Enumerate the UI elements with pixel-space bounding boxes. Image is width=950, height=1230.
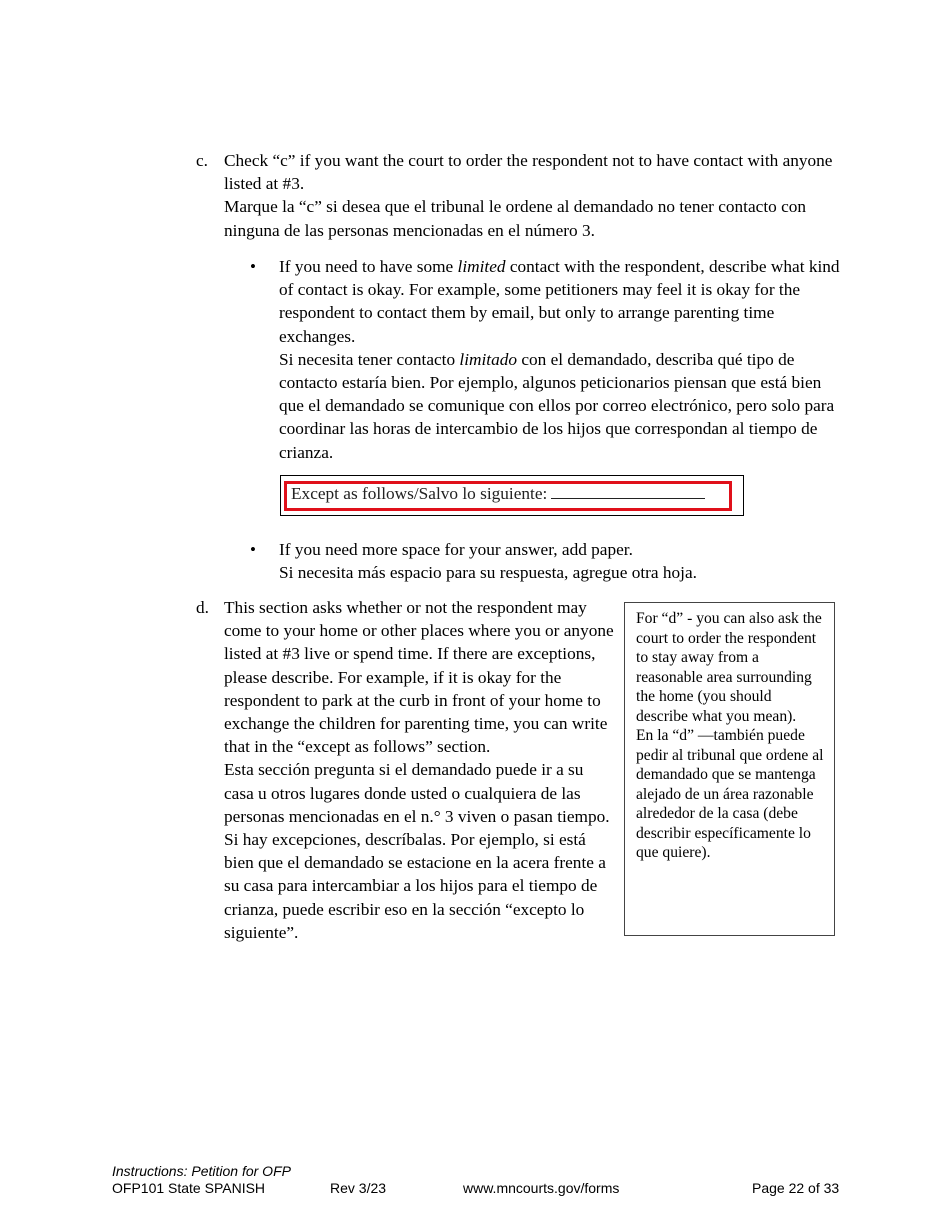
section-d-marker: d. <box>196 598 209 617</box>
bullet-limited-contact-spanish: Si necesita tener contacto limitado con el demandado, describa qué tipo de contacto estaría bien. Por ejemplo, algunos peticionarios piensan que está bien que el demandado se comunique con ellos por correo electrónico, pero solo para coordinar las horas de intercambio de los hijos que correspondan al tiempo de crianza. <box>279 349 835 462</box>
sidebar-note-spanish: En la “d” —también puede pedir al tribunal que ordene al demandado que se mantenga alejado de un área razonable alrededor de la casa (debe describir específicamente lo que quiere). <box>636 727 824 861</box>
footer-revision: Rev 3/23 <box>330 1180 387 1196</box>
footer-title: Instructions: Petition for OFP <box>112 1163 291 1179</box>
bullet-more-space-text <box>279 538 845 584</box>
bullet-more-space-spanish: Si necesita más espacio para su respuesta, agregue otra hoja. <box>279 563 697 583</box>
section-c-spanish: Marque la “c” si desea que el tribunal le ordene al demandado no tener contacto con ninguna de las personas mencionadas en el número 3. <box>224 197 807 240</box>
bullet-more-space-english: If you need more space for your answer, add paper. <box>279 540 633 559</box>
footer-page-number: Page 22 of 33 <box>752 1180 840 1196</box>
section-d-body <box>224 596 616 944</box>
section-c-body <box>224 149 836 242</box>
sidebar-note-english: For “d” - you can also ask the court to order the respondent to stay away from a reasonable area surrounding the home (you should describe what you mean). <box>636 610 822 725</box>
form-example-label: Except as follows/Salvo lo siguiente: <box>291 484 548 503</box>
bullet-icon: • <box>250 540 256 559</box>
footer-form-code: OFP101 State SPANISH <box>112 1180 266 1196</box>
section-d-english: This section asks whether or not the respondent may come to your home or other places where you or anyone listed at #3 live or spend time. If there are exceptions, please describe. For example, if it is okay for the respondent to park at the curb in front of your home to exchange the children for parenting time, you can write that in the “except as follows” section. <box>224 598 614 757</box>
section-c-marker: c. <box>196 151 208 170</box>
bullet-icon: • <box>250 257 256 276</box>
bullet-limited-contact-english: If you need to have some limited contact with the respondent, describe what kind of contact is okay. For example, some petitioners may feel it is okay for the respondent to contact them by email, but only to arrange parenting time exchanges. <box>279 257 840 346</box>
bullet-limited-contact-text <box>279 255 845 464</box>
section-c-english: Check “c” if you want the court to order the respondent not to have contact with anyone listed at #3. <box>224 151 833 194</box>
footer-url: www.mncourts.gov/forms <box>463 1180 620 1196</box>
section-d-spanish: Esta sección pregunta si el demandado puede ir a su casa u otros lugares donde usted o cualquiera de las personas mencionadas en el n.° 3 viven o pasan tiempo. Si hay excepciones, descríbalas. Por ejemplo, si está bien que el demandado se estacione en la acera frente a su casa para intercambiar a los hijos para el tiempo de crianza, puede escribir eso en la sección “excepto lo siguiente”. <box>224 760 610 942</box>
red-highlight-rectangle <box>284 481 732 511</box>
section-d-sidebar-note <box>624 602 835 936</box>
